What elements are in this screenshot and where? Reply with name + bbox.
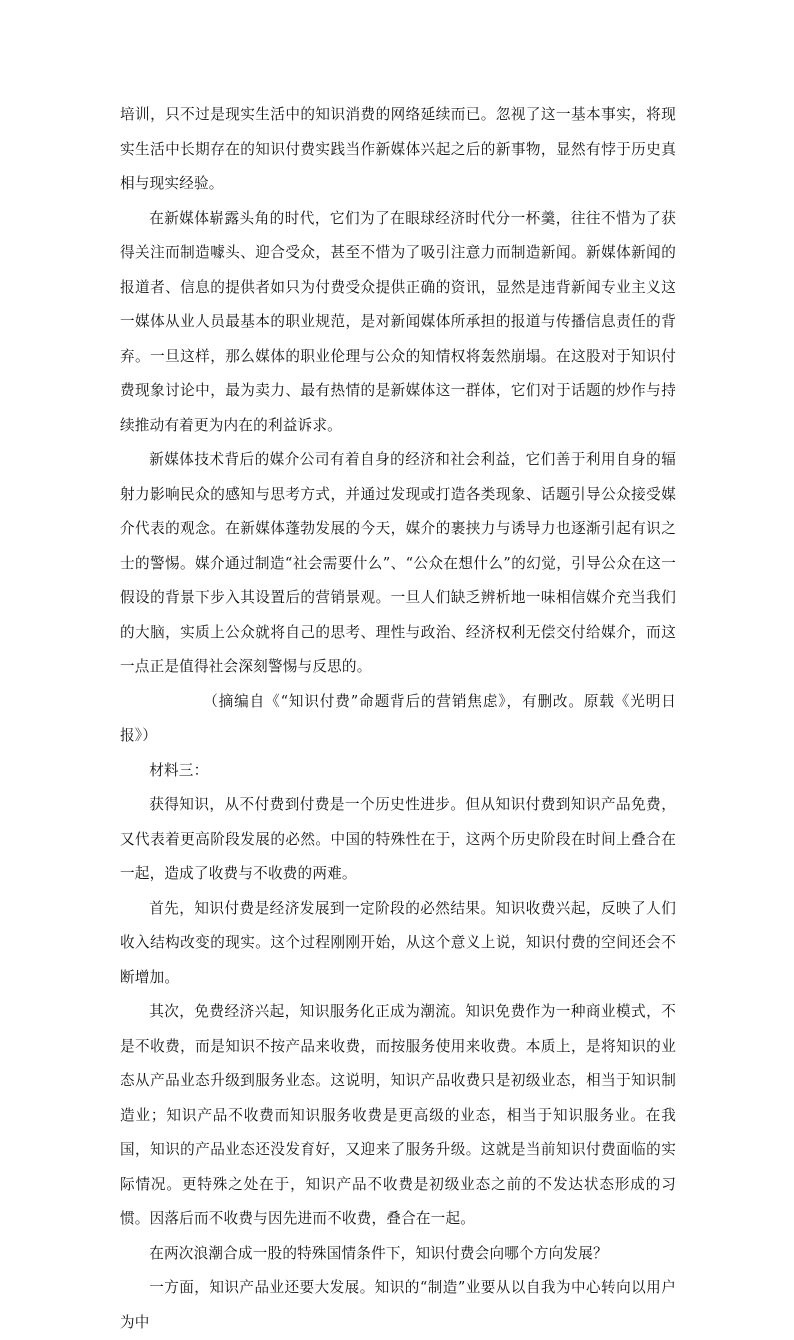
material-three-heading: 材料三： [149,761,209,779]
paragraph-second-point: 其次，免费经济兴起，知识服务化正成为潮流。知识免费作为一种商业模式，不是不收费，而是知识不按产品来收费，而按服务使用来收费。本质上，是将知识的业态从产品业态升级到服务业态。这说明，知识产品收费只是初级业态，相当于知识制造业；知识产品不收费而知识服务收费是更高级的业态，相当于知识服务业。在我国，知识的产品业态还没发育好，又迎来了服务升级。这就是当前知识付费面临的实际情况。更特殊之处在于，知识产品不收费是初级业态之前的不发达状态形成的习惯。因落后而不收费与因先进而不收费，叠合在一起。 [120,1003,676,1227]
article-body [120,98,676,1340]
paragraph-first-point: 首先，知识付费是经济发展到一定阶段的必然结果。知识收费兴起，反映了人们收入结构改变的现实。这个过程刚刚开始，从这个意义上说，知识付费的空间还会不断增加。 [120,899,676,986]
source-note: （摘编自《“知识付费”命题背后的营销焦虑》，有删改。原载《光明日报》） [120,692,676,744]
paragraph-media-companies: 新媒体技术背后的媒介公司有着自身的经济和社会利益，它们善于利用自身的辐射力影响民众的感知与思考方式，并通过发现或打造各类现象、话题引导公众接受媒介代表的观念。在新媒体蓬勃发展的今天，媒介的裹挟力与诱导力也逐渐引起有识之士的警惕。媒介通过制造“社会需要什么”、“公众在想什么”的幻觉，引导公众在这一假设的背景下步入其设置后的营销景观。一旦人们缺乏辨析地一味相信媒介充当我们的大脑，实质上公众就将自己的思考、理性与政治、经济权利无偿交付给媒介，而这一点正是值得社会深刻警惕与反思的。 [120,451,676,675]
paragraph-new-media-attention: 在新媒体崭露头角的时代，它们为了在眼球经济时代分一杯羹，往往不惜为了获得关注而制造噱头、迎合受众，甚至不惜为了吸引注意力而制造新闻。新媒体新闻的报道者、信息的提供者如只为付费受众提供正确的资讯，显然是违背新闻专业主义这一媒体从业人员最基本的职业规范，是对新闻媒体所承担的报道与传播信息责任的背弃。一旦这样，那么媒体的职业伦理与公众的知情权将轰然崩塌。在这股对于知识付费现象讨论中，最为卖力、最有热情的是新媒体这一群体，它们对于话题的炒作与持续推动有着更为内在的利益诉求。 [120,209,676,434]
paragraph-on-one-hand: 一方面，知识产品业还要大发展。知识的“制造”业要从以自我为中心转向以用户为中 [120,1279,676,1331]
paragraph-question: 在两次浪潮合成一股的特殊国情条件下，知识付费会向哪个方向发展？ [149,1244,608,1262]
paragraph-historical-progress: 获得知识，从不付费到付费是一个历史性进步。但从知识付费到知识产品免费，又代表着更高阶段发展的必然。中国的特殊性在于，这两个历史阶段在时间上叠合在一起，造成了收费与不收费的两难。 [120,796,676,882]
paragraph-continuation: 培训，只不过是现实生活中的知识消费的网络延续而已。忽视了这一基本事实，将现实生活中长期存在的知识付费实践当作新媒体兴起之后的新事物，显然有悖于历史真相与现实经验。 [120,106,676,192]
